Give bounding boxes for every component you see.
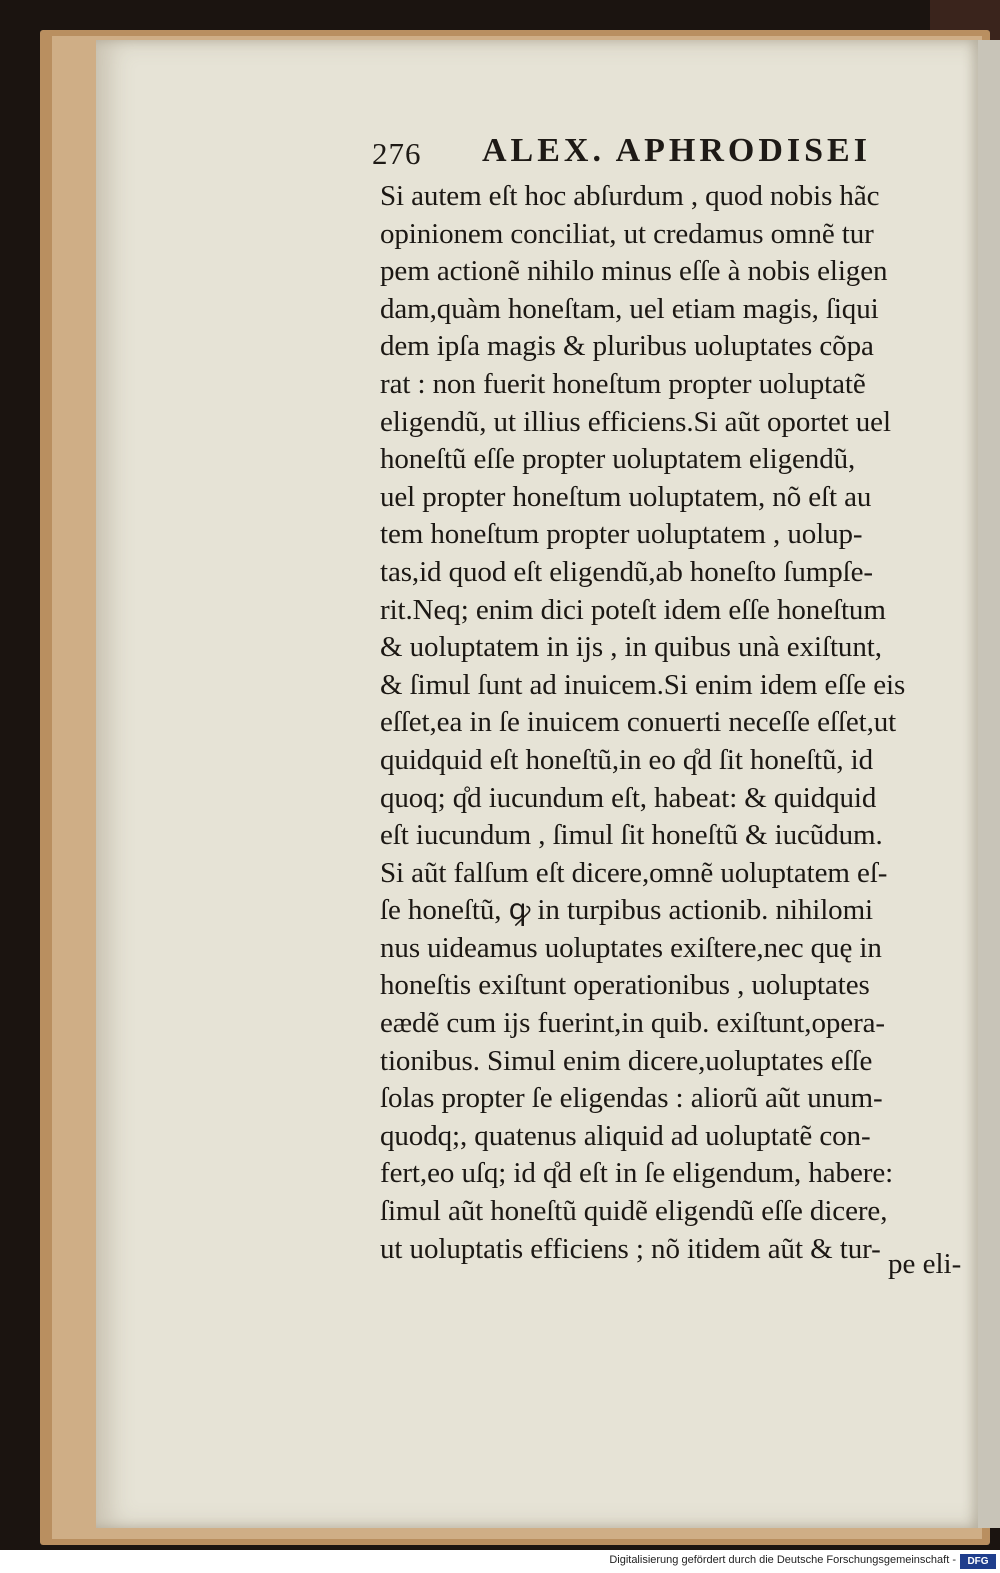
text-line: ſe honeſtũ, ꝙ in turpibus actionib. nihilomi [380,894,874,927]
text-line: quodq;, quatenus aliquid ad uoluptatẽ con- [380,1119,871,1152]
text-line: rit.Neq; enim dici poteſt idem eſſe honeſtum [380,593,886,626]
text-line: tionibus. Simul enim dicere,uoluptates eſſe [380,1044,873,1077]
text-line: & ſimul ſunt ad inuicem.Si enim idem eſſe eis [380,668,906,701]
page-number: 276 [372,136,422,171]
text-line: honeſtis exiſtunt operationibus , uoluptates [380,969,870,1002]
text-line: fert,eo uſq; id q̊d eſt in ſe eligendum, habere: [380,1157,894,1190]
dfg-logo: DFG [960,1554,996,1569]
text-line: ſolas propter ſe eligendas : aliorũ aũt unum- [380,1082,883,1115]
text-line: ut uoluptatis efficiens ; nõ itidem aũt & tur- [380,1232,881,1265]
footer [600,1551,1000,1573]
text-line: opinionem conciliat, ut credamus omnẽ tur [380,217,874,250]
text-line: eligendũ, ut illius efficiens.Si aũt oportet uel [380,405,891,438]
text-line: ſimul aũt honeſtũ quidẽ eligendũ eſſe dicere, [380,1195,888,1228]
text-line: dem ipſa magis & pluribus uoluptates cõpa [380,330,874,363]
text-line: uel propter honeſtum uoluptatem, nõ eſt au [380,480,872,513]
text-line: Si autem eſt hoc abſurdum , quod nobis hãc [380,180,880,212]
catchword: pe eli- [888,1248,962,1280]
text-line: tem honeſtum propter uoluptatem , uolup- [380,518,863,551]
text-line: eſt iucundum , ſimul ſit honeſtũ & iucũdum. [380,819,883,852]
text-line: quoq; q̊d iucundum eſt, habeat: & quidquid [380,781,877,814]
text-line: eſſet,ea in ſe inuicem conuerti neceſſe eſſet,ut [380,706,897,739]
running-title: ALEX. APHRODISEI [482,132,871,169]
text-line: rat : non fuerit honeſtum propter uoluptatẽ [380,367,866,400]
text-line: quidquid eſt honeſtũ,in eo q̊d ſit honeſtũ, id [380,743,874,776]
page-header [372,132,932,176]
text-line: nus uideamus uoluptates exiſtere,nec quę in [380,931,882,964]
text-line: honeſtũ eſſe propter uoluptatem eligendũ, [380,443,856,476]
text-line: & uoluptatem in ijs , in quibus unà exiſtunt, [380,631,882,664]
text-line: Si aũt falſum eſt dicere,omnẽ uoluptatem eſ- [380,856,888,889]
gutter-strip [978,40,1000,1528]
text-line: eædẽ cum ijs fuerint,in quib. exiſtunt,opera- [380,1007,885,1040]
footer-credit: Digitalisierung gefördert durch die Deutsche Forschungsgemeinschaft - [609,1554,956,1566]
body-text [380,178,980,1268]
text-line: pem actionẽ nihilo minus eſſe à nobis eligen [380,255,888,288]
text-line: dam,quàm honeſtam, uel etiam magis, ſiqui [380,292,879,325]
text-line: tas,id quod eſt eligendũ,ab honeſto ſumpſe- [380,555,873,588]
